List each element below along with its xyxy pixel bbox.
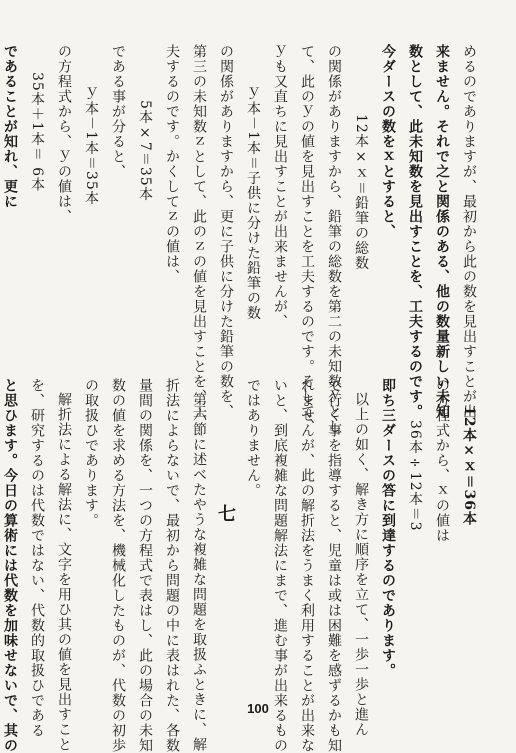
text-line: 解折法による解法に、文字を用ひ其の値を見出すこと (56, 392, 72, 752)
formula-line: 35本＋1本＝ 6本 (29, 72, 45, 193)
formula-line: ｙ本－1本＝子供に分けた鉛筆の数 (245, 86, 261, 321)
formula-line: 12本×ｘ＝36本 (461, 406, 477, 526)
text-line: 第六節に述べたやうな複雑な問題を取扱ふときに、解 (191, 392, 207, 752)
text-line: である事が分ると、 (110, 44, 126, 179)
text-line: で行く事を指導すると、児童は或は困難を感ずるかも知 (326, 378, 342, 753)
text-line: ｙも又直ちに見出すことが出来ませんが、 (272, 44, 288, 329)
text-line: 今ダースの数をｘとすると、 (380, 44, 396, 239)
formula-line: 5本×7＝35本 (137, 100, 153, 202)
section-heading: 七 (215, 504, 236, 523)
text-line: 夫するのです。かくしてｚの値は、 (164, 44, 180, 284)
text-line: と思ひます。今日の算術には代数を加味せないで、其の (2, 378, 18, 753)
text-line: て、此のｙの値を見出すことを工夫するのです。そして、 (299, 44, 315, 434)
text-line: 来ません。それで之と関係のある、他の数量新しい未知 (434, 44, 450, 419)
text-line: 数の値を求める方法を、機械化したものが、代数の初歩 (110, 378, 126, 753)
text-line: の関係がありますから、鉛筆の総数を第二の未知数ｙとし (326, 44, 342, 434)
text-line: いと、到底複雑な問題解法にまで、進む事が出来るもの (272, 378, 288, 753)
text-line: 第三の未知数ｚとして、此のｚの値を見出すことを、工 (191, 44, 207, 419)
text-line: 量間の関係を、一つの方程式で表はし、此の場合の未知 (137, 378, 153, 753)
formula-line: 36本÷12本＝3 (407, 420, 423, 532)
text-line: であることが知れ、更に (2, 44, 18, 209)
text-line: れませんが、此の解折法をうまく利用することが出来な (299, 378, 315, 753)
text-line: の方程式から、ｙの値は、 (56, 44, 72, 224)
text-line: 折法によらないで、最初から問題の中に表はれた、各数 (164, 378, 180, 753)
text-line: を、研究するのは代数ではない、代数的取扱ひである (29, 378, 45, 738)
upper-text-block (2, 44, 482, 434)
text-line: ではありません。 (245, 378, 261, 498)
formula-line: ｙ本－1本＝35本 (83, 86, 99, 206)
text-line: の関係がありますから、更に子供に分けた鉛筆の数を、 (218, 44, 234, 419)
text-line: の方程式から、ｘの値は (434, 378, 450, 543)
formula-line: 12本×ｘ＝鉛筆の総数 (353, 114, 369, 271)
text-line: の取扱ひであります。 (83, 378, 99, 528)
page-number: 100 (247, 701, 269, 716)
text-line: めるのでありますが、最初から此の数を見出すことが出 (461, 44, 477, 419)
text-line: 以上の如く、解き方に順序を立て、一歩一歩と進ん (353, 392, 369, 737)
text-line: 数として、此未知数を見出すことを、工夫するのです。 (407, 44, 423, 419)
text-line: 即ち三ダースの答に到達するのであります。 (380, 378, 396, 678)
